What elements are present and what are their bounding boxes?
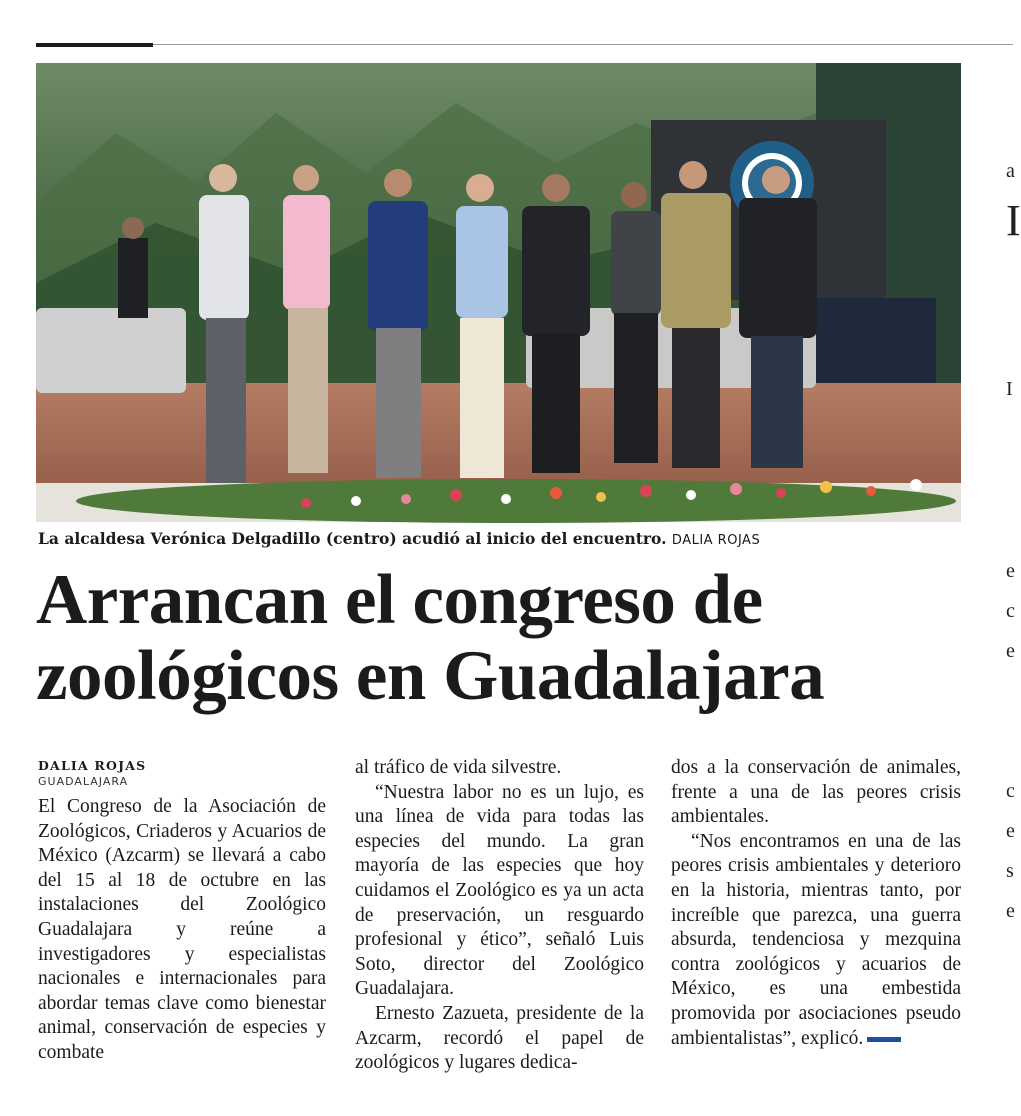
paragraph: al tráfico de vida silvestre. <box>355 757 562 778</box>
paragraph-quote <box>671 830 961 1051</box>
headline-line-1: Arrancan el congreso de <box>36 561 763 639</box>
end-of-article-mark <box>867 1037 901 1042</box>
article-photo <box>36 63 961 522</box>
paragraph: Ernesto Zazueta, presidente de la Azcarm, recordó el papel de zoológicos y lugares dedica- <box>355 1002 644 1074</box>
flower-bed <box>36 479 961 523</box>
photo-caption <box>38 529 958 548</box>
photo-illustration <box>36 63 961 522</box>
byline-author: DALIA ROJAS <box>38 758 147 773</box>
headline-line-2: zoológicos en Guadalajara <box>36 637 825 715</box>
paragraph-quote: “Nuestra labor no es un lujo, es una línea de vida para todas las especies del mundo. La gran mayoría de las especies que hoy cuidamos el Zoológico es ya un acta de preservación, un resguardo profesional y ético”, señaló Luis Soto, director del Zoológico Guadalajara. <box>355 781 644 1000</box>
caption-text: La alcaldesa Verónica Delgadillo (centro) acudió al inicio del encuentro. <box>38 529 667 548</box>
adjacent-column-edge: a I I e c e c e s e <box>1006 160 1021 922</box>
top-rule <box>36 44 1013 45</box>
photo-credit: DALIA ROJAS <box>671 533 761 548</box>
article-column-2 <box>355 756 644 1076</box>
byline-place: GUADALAJARA <box>38 775 129 788</box>
paragraph: dos a la conservación de animales, frente a una de las peores crisis ambientales. <box>671 757 961 828</box>
headline <box>36 562 961 714</box>
section-accent-bar <box>36 43 153 47</box>
article-column-3 <box>671 756 961 1051</box>
article-column-1 <box>38 756 326 1066</box>
paragraph-quote-text: “Nos encontramos en una de las peores crisis ambientales y deterioro en la historia, mientras tanto, por increíble que parezca, una guerra absurda, tendenciosa y mezquina contra zoológicos y acuarios de México, es una embestida promovida por asociaciones pseudo ambientalistas”, explicó. <box>671 830 961 1049</box>
paragraph: El Congreso de la Asociación de Zoológicos, Criaderos y Acuarios de México (Azcarm) se llevará a cabo del 15 al 18 de octubre en las instalaciones del Zoológico Guadalajara y reúne a investigadores y especialistas nacionales e internacionales para abordar temas clave como bienestar animal, conservación de especies y combate <box>38 796 326 1063</box>
